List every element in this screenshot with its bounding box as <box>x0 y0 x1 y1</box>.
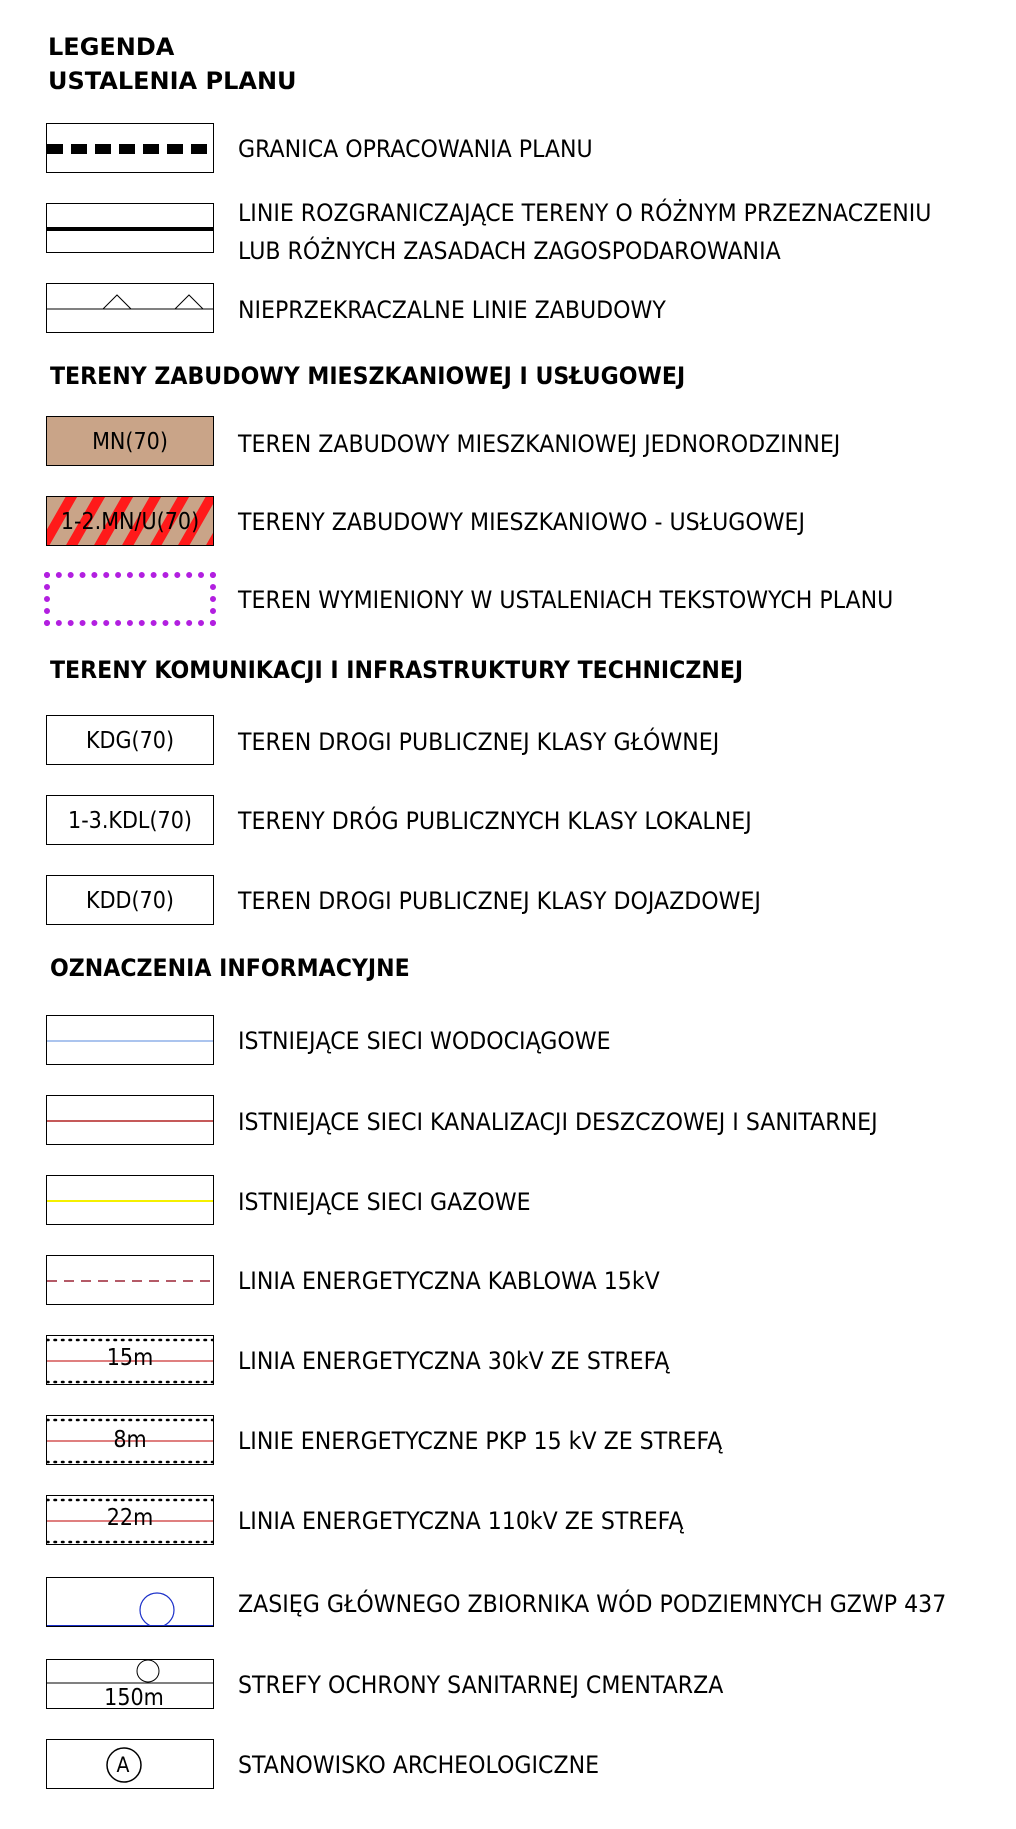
kdg-symbol-text: KDG(70) <box>85 728 175 754</box>
mn-symbol <box>46 416 214 466</box>
legend-title <box>48 30 297 98</box>
kdl-label: TERENY DRÓG PUBLICZNYCH KLASY LOKALNEJ <box>238 807 752 835</box>
section-heading-residential: TERENY ZABUDOWY MIESZKANIOWEJ I USŁUGOWEJ <box>50 362 686 390</box>
cemetery-zone-label: STREFY OCHRONY SANITARNEJ CMENTARZA <box>238 1671 724 1699</box>
sewer-network-label: ISTNIEJĄCE SIECI KANALIZACJI DESZCZOWEJ I SANITARNEJ <box>238 1108 878 1136</box>
kdl-symbol <box>46 795 214 845</box>
gas-network-symbol <box>46 1175 214 1225</box>
plan-boundary-symbol <box>46 123 214 173</box>
mnu-symbol <box>46 496 214 546</box>
aquifer-circle-icon <box>47 1578 214 1627</box>
mnu-symbol-text: 1-2.MN/U(70) <box>60 509 200 535</box>
section-heading-transport: TERENY KOMUNIKACJI I INFRASTRUKTURY TECHNICZNEJ <box>50 656 744 684</box>
line-30kv-zone-text: 15m <box>106 1345 154 1371</box>
kdg-symbol <box>46 715 214 765</box>
kdg-label: TEREN DROGI PUBLICZNEJ KLASY GŁÓWNEJ <box>238 728 720 756</box>
boundary-lines-label-1: LINIE ROZGRANICZAJĄCE TERENY O RÓŻNYM PRZEZNACZENIU <box>238 199 932 227</box>
dashed-thick-line-icon <box>47 124 214 173</box>
archaeological-site-letter: A <box>116 1753 130 1777</box>
textual-area-label: TEREN WYMIENIONY W USTALENIACH TEKSTOWYCH PLANU <box>238 586 894 614</box>
mn-symbol-text: MN(70) <box>92 429 168 455</box>
gas-line-icon <box>47 1176 214 1225</box>
gas-network-label: ISTNIEJĄCE SIECI GAZOWE <box>238 1188 531 1216</box>
water-network-symbol <box>46 1015 214 1065</box>
boundary-lines-symbol <box>46 203 214 253</box>
line-pkp-zone-text: 8m <box>113 1427 147 1453</box>
cemetery-zone-text: 150m <box>104 1685 164 1709</box>
section-heading-info: OZNACZENIA INFORMACYJNE <box>50 954 410 982</box>
legend-title-line1: LEGENDA <box>48 33 175 61</box>
cable-15kv-symbol <box>46 1255 214 1305</box>
line-pkp-label: LINIE ENERGETYCZNE PKP 15 kV ZE STREFĄ <box>238 1427 723 1455</box>
building-lines-symbol <box>46 283 214 333</box>
mnu-label: TERENY ZABUDOWY MIESZKANIOWO - USŁUGOWEJ <box>238 508 806 536</box>
kdd-label: TEREN DROGI PUBLICZNEJ KLASY DOJAZDOWEJ <box>238 887 761 915</box>
gzwp-symbol <box>46 1577 214 1627</box>
solid-thick-line-icon <box>47 204 214 253</box>
sewer-network-symbol <box>46 1095 214 1145</box>
kdd-symbol <box>46 875 214 925</box>
line-110kv-zone-text: 22m <box>106 1505 154 1531</box>
building-lines-label: NIEPRZEKRACZALNE LINIE ZABUDOWY <box>238 296 666 324</box>
archaeological-site-symbol <box>46 1739 214 1789</box>
kdl-symbol-text: 1-3.KDL(70) <box>68 808 192 834</box>
line-pkp-symbol <box>46 1415 214 1465</box>
water-line-icon <box>47 1016 214 1065</box>
boundary-lines-label-2: LUB RÓŻNYCH ZASADACH ZAGOSPODAROWANIA <box>238 237 781 265</box>
plan-boundary-label: GRANICA OPRACOWANIA PLANU <box>238 135 593 163</box>
gzwp-label: ZASIĘG GŁÓWNEGO ZBIORNIKA WÓD PODZIEMNYCH GZWP 437 <box>238 1590 947 1618</box>
building-line-triangles-icon <box>47 284 214 333</box>
water-network-label: ISTNIEJĄCE SIECI WODOCIĄGOWE <box>238 1027 611 1055</box>
line-30kv-label: LINIA ENERGETYCZNA 30kV ZE STREFĄ <box>238 1347 670 1375</box>
cemetery-zone-symbol <box>46 1659 214 1709</box>
dashed-cable-line-icon <box>47 1256 214 1305</box>
kdd-symbol-text: KDD(70) <box>86 888 174 914</box>
cable-15kv-label: LINIA ENERGETYCZNA KABLOWA 15kV <box>238 1267 660 1295</box>
line-110kv-label: LINIA ENERGETYCZNA 110kV ZE STREFĄ <box>238 1507 684 1535</box>
mn-label: TEREN ZABUDOWY MIESZKANIOWEJ JEDNORODZINNEJ <box>238 430 841 458</box>
archaeological-site-label: STANOWISKO ARCHEOLOGICZNE <box>238 1751 600 1779</box>
line-110kv-symbol <box>46 1495 214 1545</box>
textual-area-symbol <box>44 572 216 626</box>
legend-title-line2: USTALENIA PLANU <box>48 67 297 95</box>
sewer-line-icon <box>47 1096 214 1145</box>
line-30kv-symbol <box>46 1335 214 1385</box>
